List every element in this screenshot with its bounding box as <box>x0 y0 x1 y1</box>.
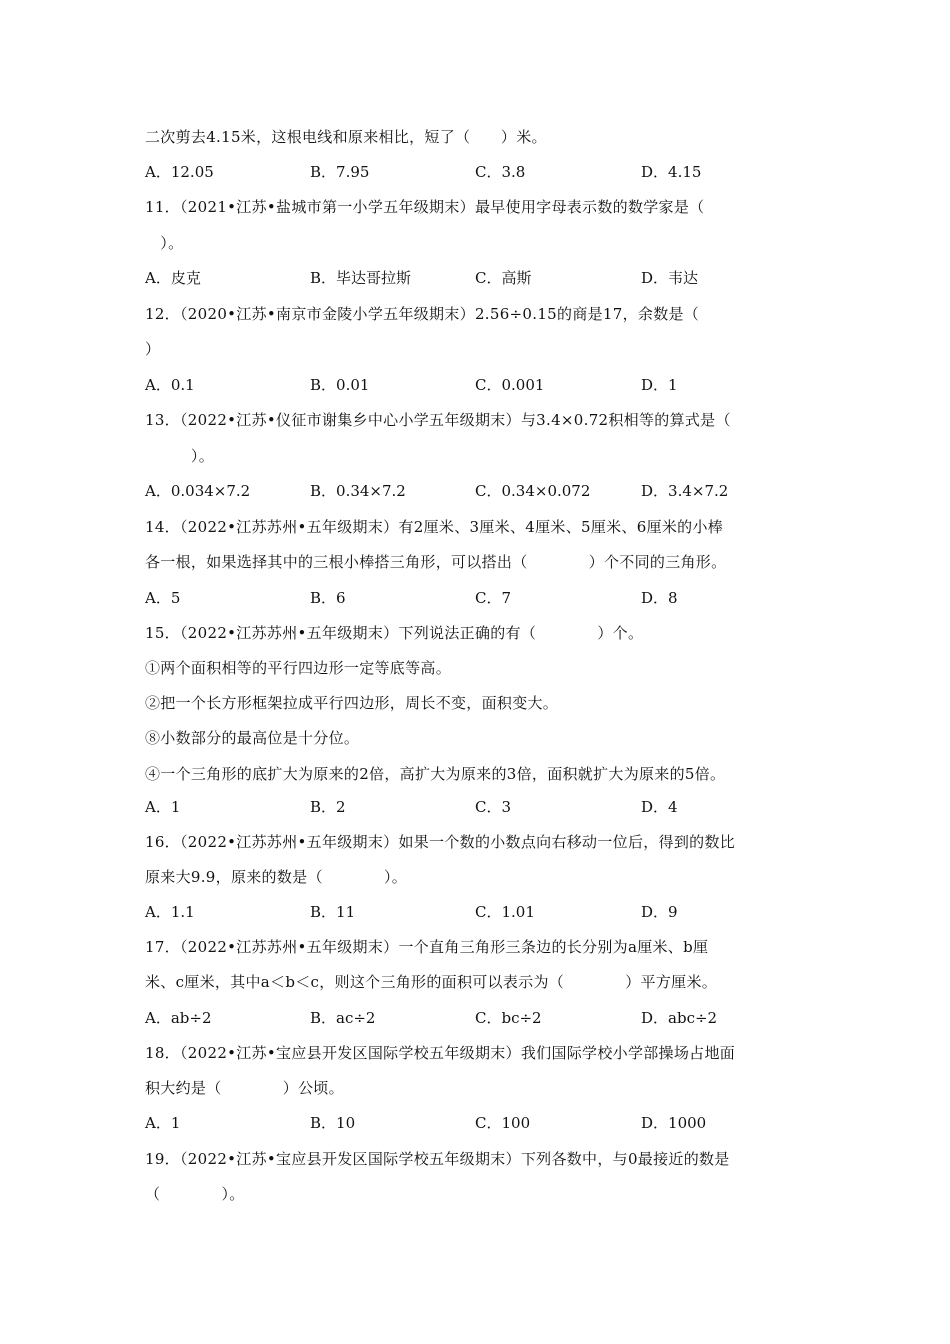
q18-stem-line-1: 18．（2022•江苏•宝应县开发区国际学校五年级期末）我们国际学校小学部操场占地面 <box>145 1044 736 1062</box>
q18-stem-line-2: 积大约是（ ）公顷。 <box>145 1079 344 1097</box>
q12-options <box>145 375 845 395</box>
q10-option-a: A．12.05 <box>145 163 214 181</box>
q12-option-c: C．0.001 <box>475 376 545 394</box>
q18-option-a: A．1 <box>145 1114 181 1132</box>
q15-option-a: A．1 <box>145 798 181 816</box>
q12-stem-line-2: ） <box>145 340 161 358</box>
q16-option-a: A．1.1 <box>145 903 195 921</box>
q15-statement-3: ⑧小数部分的最高位是十分位。 <box>145 729 360 747</box>
q13-option-b: B．0.34×7.2 <box>310 482 406 500</box>
q19-stem-line-2: （ ）。 <box>145 1185 245 1203</box>
q17-option-c: C．bc÷2 <box>475 1009 542 1027</box>
q17-option-a: A．ab÷2 <box>145 1009 212 1027</box>
q16-stem-line-2: 原来大9.9，原来的数是（ ）。 <box>145 868 408 886</box>
q13-options <box>145 481 845 501</box>
q12-option-a: A．0.1 <box>145 376 195 394</box>
q15-options <box>145 797 845 817</box>
q13-stem-line-1: 13．（2022•江苏•仪征市谢集乡中心小学五年级期末）与3.4×0.72积相等的算式是（ <box>145 411 731 429</box>
q11-option-c: C．高斯 <box>475 269 532 287</box>
q16-stem-line-1: 16．（2022•江苏苏州•五年级期末）如果一个数的小数点向右移动一位后，得到的数比 <box>145 833 736 851</box>
q14-option-d: D．8 <box>641 589 678 607</box>
q13-option-a: A．0.034×7.2 <box>145 482 251 500</box>
q17-option-b: B．ac÷2 <box>310 1009 376 1027</box>
q13-option-c: C．0.34×0.072 <box>475 482 591 500</box>
q13-stem-line-2: ）。 <box>145 447 215 465</box>
q17-option-d: D．abc÷2 <box>641 1009 718 1027</box>
q12-option-d: D．1 <box>641 376 678 394</box>
q10-option-c: C．3.8 <box>475 163 526 181</box>
q15-statement-1: ①两个面积相等的平行四边形一定等底等高。 <box>145 659 452 677</box>
q19-stem-line-1: 19．（2022•江苏•宝应县开发区国际学校五年级期末）下列各数中，与0最接近的数是 <box>145 1150 730 1168</box>
q11-option-d: D．韦达 <box>641 269 699 287</box>
q13-option-d: D．3.4×7.2 <box>641 482 729 500</box>
q14-stem-line-2: 各一根，如果选择其中的三根小棒搭三角形，可以搭出（ ）个不同的三角形。 <box>145 553 727 571</box>
q14-option-a: A．5 <box>145 589 181 607</box>
q11-option-b: B．毕达哥拉斯 <box>310 269 412 287</box>
q10-option-b: B．7.95 <box>310 163 370 181</box>
q14-option-c: C．7 <box>475 589 512 607</box>
q17-stem-line-1: 17．（2022•江苏苏州•五年级期末）一个直角三角形三条边的长分别为a厘米、b厘 <box>145 938 709 956</box>
q12-stem-line-1: 12．（2020•江苏•南京市金陵小学五年级期末）2.56÷0.15的商是17，余数是（ <box>145 305 700 323</box>
q17-options <box>145 1008 845 1028</box>
q10-option-d: D．4.15 <box>641 163 702 181</box>
q14-options <box>145 588 845 608</box>
q14-option-b: B．6 <box>310 589 346 607</box>
q10-stem-line: 二次剪去4.15米，这根电线和原来相比，短了（ ）米。 <box>145 128 547 146</box>
q15-stem-line: 15．（2022•江苏苏州•五年级期末）下列说法正确的有（ ）个。 <box>145 624 644 642</box>
q16-options <box>145 902 845 922</box>
q11-stem-line-2: ）。 <box>145 234 184 252</box>
q12-option-b: B．0.01 <box>310 376 370 394</box>
q16-option-b: B．11 <box>310 903 356 921</box>
q11-options <box>145 268 845 288</box>
q11-option-a: A．皮克 <box>145 269 201 287</box>
q15-option-c: C．3 <box>475 798 512 816</box>
q15-statement-4: ④一个三角形的底扩大为原来的2倍，高扩大为原来的3倍，面积就扩大为原来的5倍。 <box>145 765 726 783</box>
q11-stem-line-1: 11．（2021•江苏•盐城市第一小学五年级期末）最早使用字母表示数的数学家是（ <box>145 198 705 216</box>
q15-option-b: B．2 <box>310 798 346 816</box>
q15-statement-2: ②把一个长方形框架拉成平行四边形，周长不变，面积变大。 <box>145 694 559 712</box>
q15-option-d: D．4 <box>641 798 678 816</box>
q10-options <box>145 162 845 182</box>
q18-option-d: D．1000 <box>641 1114 707 1132</box>
q18-options <box>145 1113 845 1133</box>
q16-option-d: D．9 <box>641 903 678 921</box>
q17-stem-line-2: 米、c厘米，其中a＜b＜c，则这个三角形的面积可以表示为（ ）平方厘米。 <box>145 973 718 991</box>
q16-option-c: C．1.01 <box>475 903 535 921</box>
q18-option-c: C．100 <box>475 1114 531 1132</box>
q18-option-b: B．10 <box>310 1114 356 1132</box>
q14-stem-line-1: 14．（2022•江苏苏州•五年级期末）有2厘米、3厘米、4厘米、5厘米、6厘米的小棒 <box>145 518 724 536</box>
